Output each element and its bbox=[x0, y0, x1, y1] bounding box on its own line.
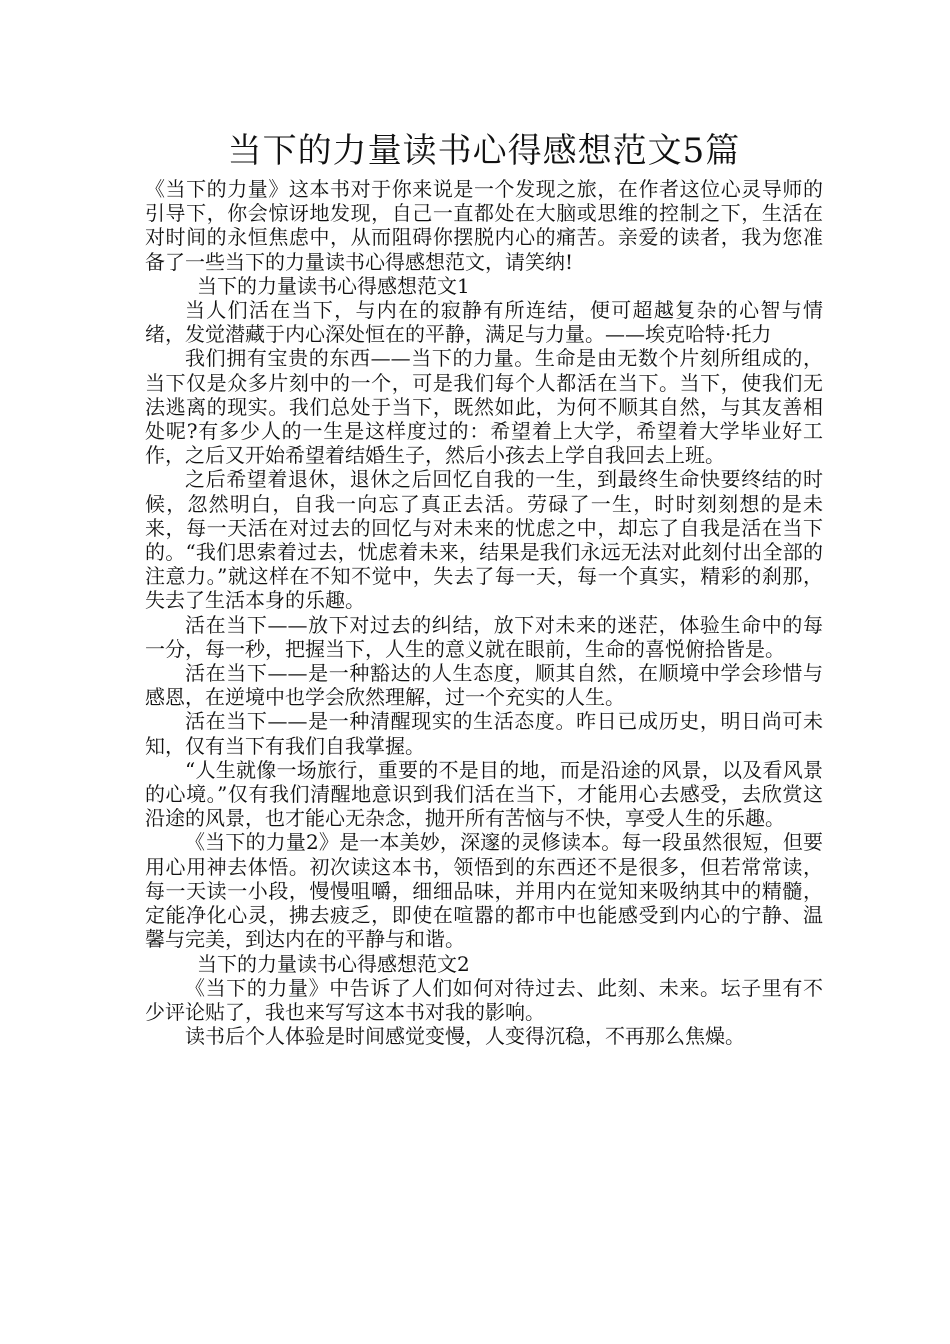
body-paragraph: 我们拥有宝贵的东西——当下的力量。生命是由无数个片刻所组成的，当下仅是众多片刻中的一个，可是我们每个人都活在当下。当下，使我们无法逃离的现实。我们总处于当下，既然如此，为何不顺其自然，与其友善相处呢?有多少人的一生是这样度过的：希望着上大学，希望着大学毕业好工作，之后又开始希望着结婚生子，然后小孩去上学自我回去上班。 bbox=[145, 346, 823, 468]
body-paragraph: 读书后个人体验是时间感觉变慢，人变得沉稳，不再那么焦燥。 bbox=[185, 1024, 745, 1049]
document-body bbox=[145, 177, 823, 1048]
document-title: 当下的力量读书心得感想范文5篇 bbox=[227, 131, 741, 171]
document-page bbox=[145, 125, 823, 1048]
body-paragraph: 《当下的力量2》是一本美妙，深邃的灵修读本。每一段虽然很短，但要用心用神去体悟。初次读这本书，领悟到的东西还不是很多，但若常常读，每一天读一小段，慢慢咀嚼，细细品味，并用内在觉知来吸纳其中的精髓，定能净化心灵，拂去疲乏，即使在喧嚣的都市中也能感受到内心的宁静、温馨与完美，到达内在的平静与和谐。 bbox=[145, 830, 823, 952]
body-paragraph: 当人们活在当下，与内在的寂静有所连结，便可超越复杂的心智与情绪，发觉潜藏于内心深处恒在的平静，满足与力量。——埃克哈特·托力 bbox=[145, 298, 823, 347]
body-paragraph: 活在当下——放下对过去的纠结，放下对未来的迷茫，体验生命中的每一分，每一秒，把握当下，人生的意义就在眼前，生命的喜悦俯拾皆是。 bbox=[145, 612, 823, 661]
section-heading-1: 当下的力量读书心得感想范文1 bbox=[197, 273, 470, 298]
body-paragraph: 《当下的力量》中告诉了人们如何对待过去、此刻、未来。坛子里有不少评论贴了，我也来写写这本书对我的影响。 bbox=[145, 975, 823, 1024]
body-paragraph: 之后希望着退休，退休之后回忆自我的一生，到最终生命快要终结的时候，忽然明白，自我一向忘了真正去活。劳碌了一生，时时刻刻想的是未来，每一天活在对过去的回忆与对未来的忧虑之中，却忘了自我是活在当下的。“我们思索着过去，忧虑着未来，结果是我们永远无法对此刻付出全部的注意力。”就这样在不知不觉中，失去了每一天，每一个真实，精彩的刹那，失去了生活本身的乐趣。 bbox=[145, 467, 823, 613]
intro-paragraph: 《当下的力量》这本书对于你来说是一个发现之旅，在作者这位心灵导师的引导下，你会惊讶地发现，自己一直都处在大脑或思维的控制之下，生活在对时间的永恒焦虑中，从而阻碍你摆脱内心的痛苦。亲爱的读者，我为您准备了一些当下的力量读书心得感想范文，请笑纳! bbox=[145, 177, 823, 274]
body-paragraph: “人生就像一场旅行，重要的不是目的地，而是沿途的风景，以及看风景的心境。”仅有我们清醒地意识到我们活在当下，才能用心去感受，去欣赏这沿途的风景，也才能心无杂念，抛开所有苦恼与不快，享受人生的乐趣。 bbox=[145, 757, 823, 831]
body-paragraph: 活在当下——是一种豁达的人生态度，顺其自然，在顺境中学会珍惜与感恩，在逆境中也学会欣然理解，过一个充实的人生。 bbox=[145, 661, 823, 710]
section-heading-2: 当下的力量读书心得感想范文2 bbox=[197, 951, 470, 976]
body-paragraph: 活在当下——是一种清醒现实的生活态度。昨日已成历史，明日尚可未知，仅有当下有我们自我掌握。 bbox=[145, 709, 823, 758]
